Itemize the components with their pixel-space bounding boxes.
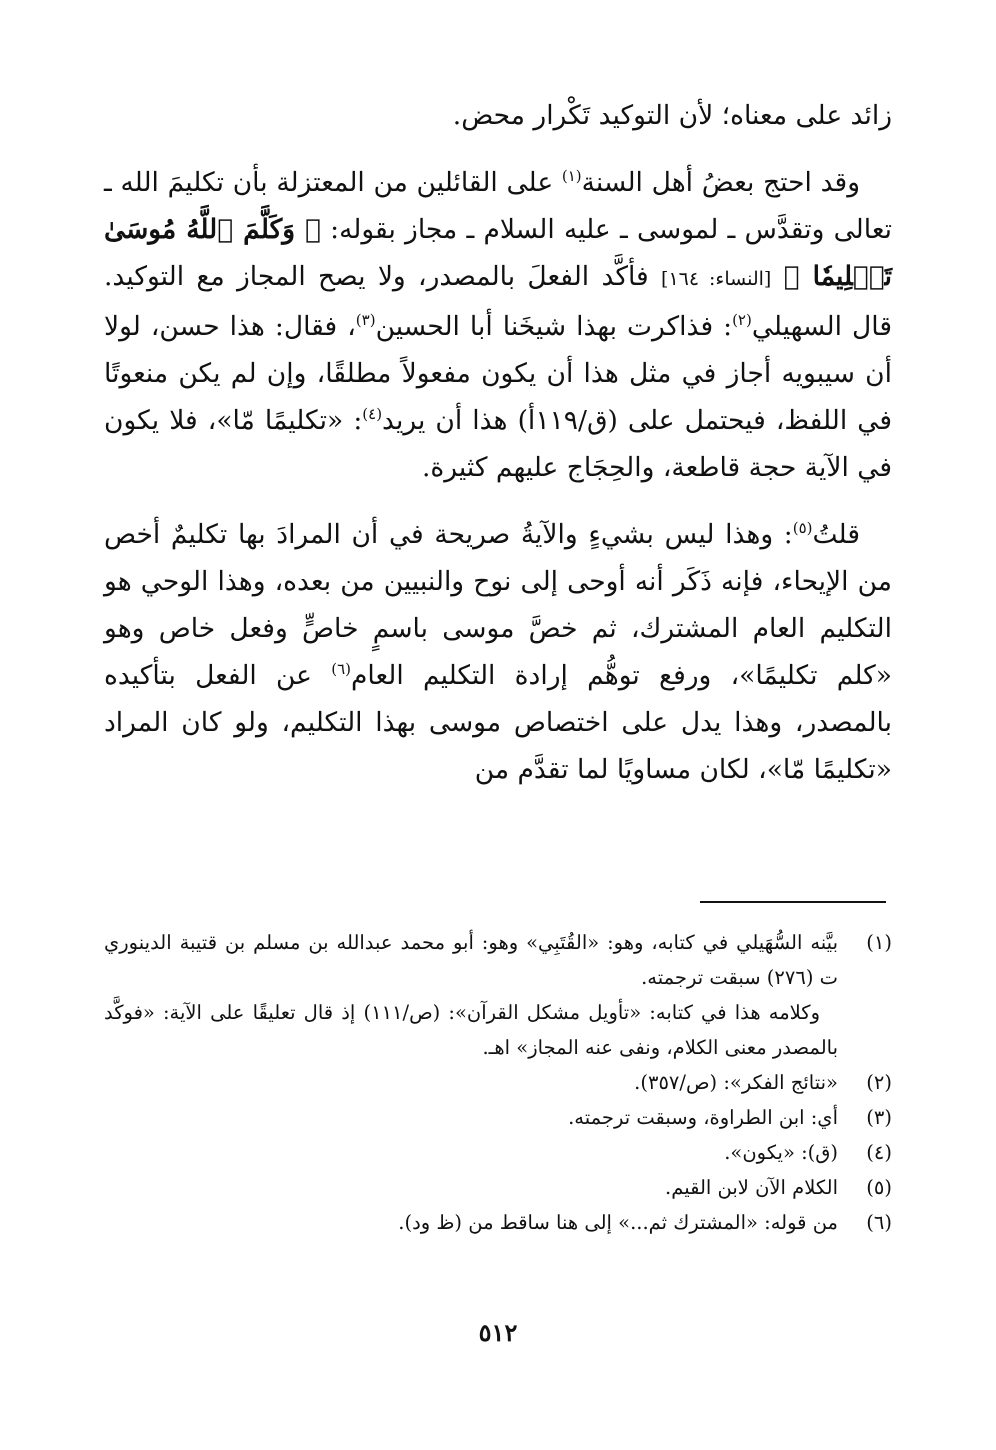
paragraph-text: فأكَّد الفعلَ بالمصدر، ولا يصح المجاز مع التوكيد. قال السهيلي	[104, 261, 892, 342]
paragraph-gap	[104, 139, 892, 159]
footnote-ref-6[interactable]: (٦)	[331, 660, 352, 679]
paragraph-text: : «تكليمًا مّا»، فلا يكون في الآية حجة قاطعة، والحِجَاج عليهم كثيرة.	[104, 405, 892, 483]
footnote-3	[104, 1100, 892, 1135]
footnote-ref-5[interactable]: (٥)	[792, 519, 813, 538]
footnote-ref-2[interactable]: (٢)	[732, 311, 752, 330]
footnote-2	[104, 1065, 892, 1100]
paragraph-continuation	[104, 92, 892, 139]
paragraph-text: : فذاكرت بهذا شيخَنا أبا الحسين	[375, 311, 733, 342]
paragraph-text: وقد احتج بعضُ أهل السنة	[581, 167, 860, 198]
main-text	[104, 92, 892, 793]
footnote-ref-3[interactable]: (٣)	[355, 311, 376, 330]
footnote-number: (١)	[866, 931, 892, 954]
footnote-text: بيَّنه السُّهَيلي في كتابه، وهو: «القُتَبِي» وهو: أبو محمد عبدالله بن مسلم بن قتيبة الدينوري ت (٢٧٦) سبقت ترجمته.	[104, 931, 838, 989]
footnote-number: (٣)	[866, 1106, 892, 1129]
paragraph-argument	[104, 159, 892, 491]
paragraph-text: عن الفعل بتأكيده بالمصدر، وهذا يدل على اختصاص موسى بهذا التكليم، ولو كان المراد «تكليمًا مّا»، لكان مساويًا لما تقدَّم من	[104, 660, 892, 785]
paragraph-response	[104, 511, 892, 793]
paragraph-text: : وهذا ليس بشيءٍ والآيةُ صريحة في أن المرادَ بها تكليمٌ أخص من الإيحاء، فإنه ذَكَر أنه أوحى إلى نوح والنبيين من بعده، وهذا الوحي هو التكليم العام المشترك، ثم خصَّ موسى باسمٍ خاصٍّ وفعل خاص وهو «كلم تكليمًا»، ورفع توهُّم إرادة التكليم العام	[104, 519, 892, 691]
quran-reference: [النساء: ١٦٤]	[661, 268, 772, 290]
paragraph-text: ، فقال: هذا حسن، لولا أن سيبويه أجاز في مثل هذا أن يكون مفعولاً مطلقًا، وإن لم يكن منعوتًا في اللفظ، فيحتمل على (ق/١١٩أ) هذا أن يريد	[104, 311, 893, 436]
footnote-4	[104, 1135, 892, 1170]
paragraph-text: على القائلين من المعتزلة بأن تكليمَ الله ـ تعالى وتقدَّس ـ لموسى ـ عليه السلام ـ مجاز بقوله:	[104, 167, 892, 245]
footnote-text: (ق): «يكون».	[724, 1141, 838, 1164]
footnote-text: من قوله: «المشترك ثم...» إلى هنا ساقط من (ظ ود).	[398, 1211, 838, 1234]
footnote-separator	[700, 901, 886, 903]
footnote-ref-4[interactable]: (٤)	[362, 405, 383, 424]
footnote-number: (٢)	[866, 1071, 892, 1094]
footnote-6	[104, 1205, 892, 1240]
footnote-number: (٤)	[866, 1141, 892, 1164]
footnote-number: (٦)	[866, 1211, 892, 1234]
footnote-text: الكلام الآن لابن القيم.	[665, 1176, 838, 1199]
footnote-text: أي: ابن الطراوة، وسبقت ترجمته.	[568, 1106, 838, 1129]
footnote-text: وكلامه هذا في كتابه: «تأويل مشكل القرآن»: (ص/١١١) إذ قال تعليقًا على الآية: «فوكَّد بالمصدر معنى الكلام، ونفى عنه المجاز» اهـ.	[104, 1001, 838, 1059]
footnotes	[104, 925, 892, 1240]
quran-verse: ﴿ وَكَلَّمَ ٱللَّهُ مُوسَىٰ تَكۡلِيمٗا ﴾	[104, 214, 892, 292]
paragraph-gap	[104, 491, 892, 511]
paragraph-text: زائد على معناه؛ لأن التوكيد تَكْرار محض.	[452, 100, 892, 131]
footnote-number: (٥)	[866, 1176, 892, 1199]
footnote-text: «نتائج الفكر»: (ص/٣٥٧).	[634, 1071, 838, 1094]
footnote-ref-1[interactable]: (١)	[561, 167, 582, 186]
footnote-1	[104, 925, 892, 995]
page-number: ٥١٢	[478, 1318, 518, 1347]
paragraph-text: قلتُ	[812, 519, 860, 550]
footnote-1-continuation	[104, 995, 892, 1065]
footnote-5	[104, 1170, 892, 1205]
